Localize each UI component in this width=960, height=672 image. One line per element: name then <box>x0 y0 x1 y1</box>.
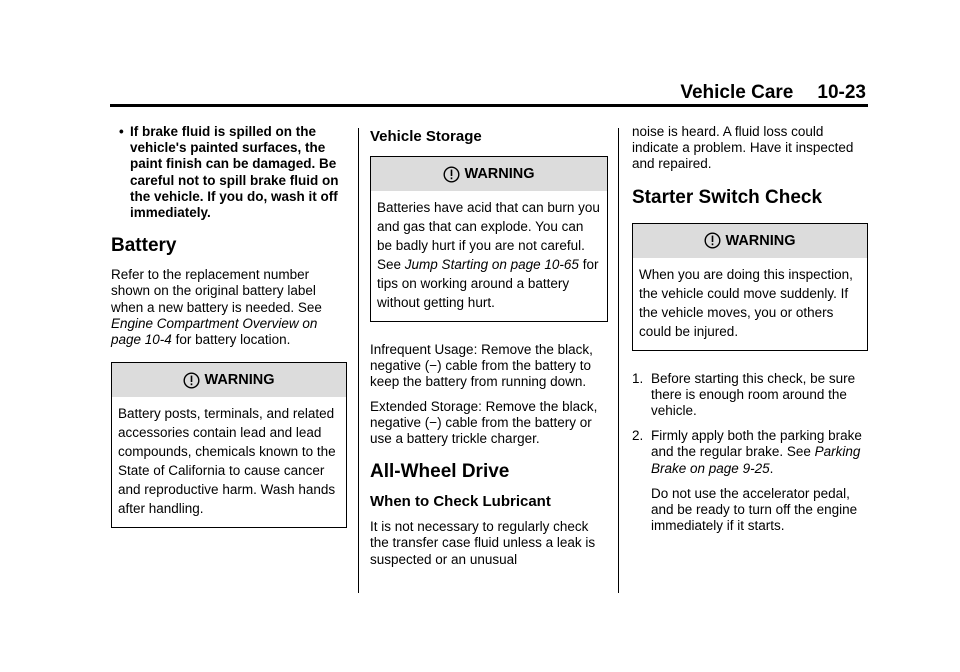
lubricant-paragraph: It is not necessary to regularly check the transfer case fluid unless a leak is suspected or an unusual <box>370 519 596 567</box>
brake-fluid-bullet <box>111 124 347 221</box>
warning-header <box>633 224 867 258</box>
engine-compartment-link[interactable]: Engine Compartment Overview on page 10-4 <box>111 315 318 348</box>
section-title: Vehicle Care <box>680 82 794 103</box>
bullet-text: If brake fluid is spilled on the vehicle's painted surfaces, the paint finish can be damaged. Be careful not to spill brake fluid on the vehicle. If you do, wash it off immediately. <box>130 124 339 221</box>
extended-storage-paragraph: Extended Storage: Remove the black, negative (−) cable from the battery or use a battery trickle charger. <box>370 398 598 447</box>
warning-icon <box>443 166 460 183</box>
warning-title: WARNING <box>204 372 275 389</box>
column-divider-2 <box>618 128 619 593</box>
header-rule <box>110 104 868 107</box>
step-text: Firmly apply both the parking brake and the regular brake. See <box>651 428 862 460</box>
storage-warning-box <box>370 156 608 322</box>
battery-heading: Battery <box>111 235 177 257</box>
column-divider-1 <box>358 128 359 593</box>
jump-starting-link[interactable]: Jump Starting on page 10-65 <box>404 257 579 272</box>
page-header <box>680 82 866 104</box>
starter-switch-heading: Starter Switch Check <box>632 186 823 208</box>
parking-brake-link[interactable]: Parking Brake on page 9-25 <box>651 444 861 476</box>
continued-paragraph: noise is heard. A fluid loss could indicate a problem. Have it inspected and repaired. <box>632 124 854 172</box>
warning-body: Battery posts, terminals, and related accessories contain lead and lead compounds, chemicals known to the State of California to cause cancer and reproductive harm. Wash hands after handling. <box>118 406 336 517</box>
starter-warning-box <box>632 223 868 351</box>
list-item <box>632 428 868 477</box>
warning-title: WARNING <box>464 165 535 182</box>
warning-body: When you are doing this inspection, the vehicle could move suddenly. If the vehicle moves, you or others could be injured. <box>639 266 853 339</box>
column-3 <box>632 124 868 542</box>
warning-text: Batteries have acid that can burn you and gas that can explode. You can be badly hurt if you are not careful. See <box>377 200 600 272</box>
check-lubricant-heading: When to Check Lubricant <box>370 493 551 511</box>
all-wheel-drive-heading: All-Wheel Drive <box>370 461 510 483</box>
warning-icon <box>704 232 721 249</box>
page-number: 10-23 <box>817 82 866 103</box>
battery-warning-box <box>111 362 347 528</box>
step-note: Do not use the accelerator pedal, and be ready to turn off the engine immediately if it starts. <box>651 485 858 534</box>
warning-icon <box>183 372 200 389</box>
battery-paragraph <box>111 267 347 348</box>
warning-header <box>112 363 346 397</box>
step-text-end: . <box>769 460 774 476</box>
step-text: Before starting this check, be sure there is enough room around the vehicle. <box>651 370 856 419</box>
column-1 <box>111 124 347 548</box>
column-2 <box>370 124 608 576</box>
vehicle-storage-heading: Vehicle Storage <box>370 128 482 145</box>
warning-header <box>371 157 607 191</box>
list-item <box>632 371 868 420</box>
warning-text-end: for tips on working around a battery without getting hurt. <box>377 257 599 310</box>
warning-title: WARNING <box>725 232 796 249</box>
battery-text-end: for battery location. <box>175 332 291 348</box>
bullet-icon: • <box>119 124 124 139</box>
battery-text: Refer to the replacement number shown on the original battery label when a new battery is needed. See <box>111 267 322 315</box>
infrequent-usage-paragraph: Infrequent Usage: Remove the black, negative (−) cable from the battery to keep the battery from running down. <box>370 342 593 390</box>
step-number: 1. <box>632 370 644 386</box>
warning-body <box>371 191 607 321</box>
step-number: 2. <box>632 428 644 444</box>
